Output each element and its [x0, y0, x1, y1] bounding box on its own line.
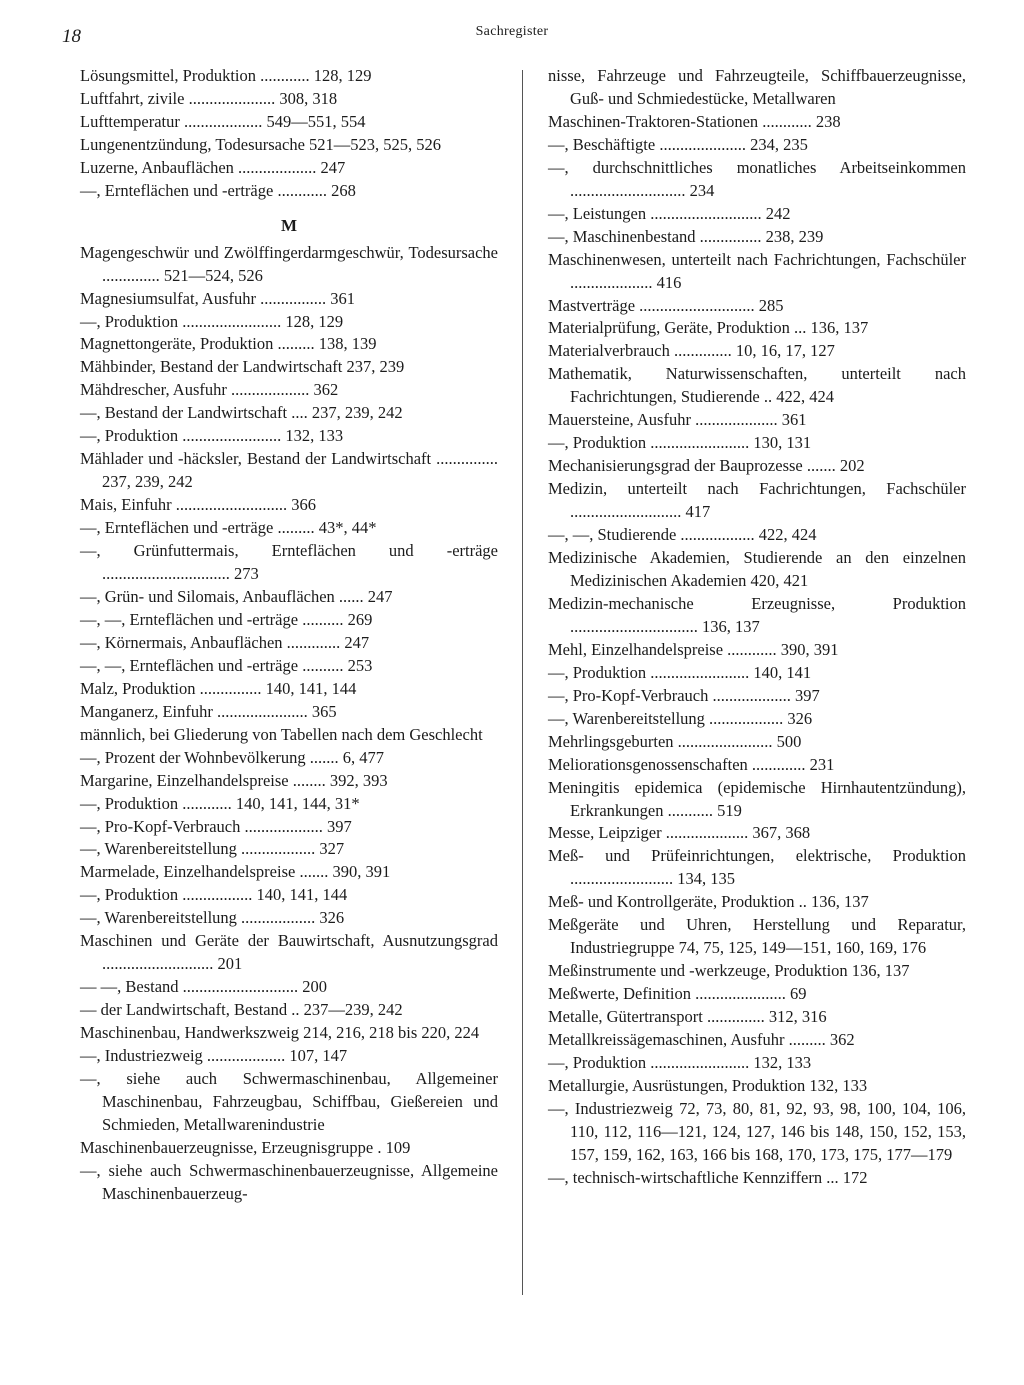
index-entry: Metalle, Gütertransport .............. 312, 316 — [548, 1007, 827, 1027]
index-entry: —, —, Studierende .................. 422, 424 — [548, 525, 817, 545]
index-entry: —, Pro-Kopf-Verbrauch ................... 397 — [80, 816, 352, 836]
index-entry: —, Ernteflächen und -erträge ............ 268 — [80, 180, 356, 200]
index-entry: Metallurgie, Ausrüstungen, Produktion 132, 133 — [548, 1075, 868, 1095]
index-entry: männlich, bei Gliederung von Tabellen nach dem Geschlecht — [80, 724, 483, 744]
running-head: Sachregister — [475, 24, 549, 39]
index-entry: Luzerne, Anbauflächen ................... 247 — [80, 157, 346, 177]
index-entry: Meßwerte, Definition ...................... 69 — [548, 984, 807, 1004]
index-entry: —, Produktion ........................ 132, 133 — [548, 1052, 812, 1072]
index-entry: Mähdrescher, Ausfuhr ................... 362 — [80, 380, 339, 400]
letter-heading: M — [280, 215, 298, 235]
index-entry: —, Industriezweig 72, 73, 80, 81, 92, 93, 98, 100, 104, 106, 110, 112, 116—121, 124, 127, 146 bis 148, 150, 152, 153, 157, 159, 162, 163, 166 bis 168, 170, 173, 175, 177—179 — [548, 1098, 966, 1164]
index-entry: Mais, Einfuhr ........................... 366 — [80, 495, 317, 515]
index-entry: Materialverbrauch .............. 10, 16, 17, 127 — [548, 341, 835, 361]
index-entry: Mähbinder, Bestand der Landwirtschaft 237, 239 — [80, 357, 405, 377]
index-entry: —, Maschinenbestand ............... 238, 239 — [548, 226, 824, 246]
index-entry: Mählader und -häcksler, Bestand der Landwirtschaft ............... 237, 239, 242 — [80, 449, 498, 492]
index-entry: —, durchschnittliches monatliches Arbeitseinkommen ............................ 234 — [548, 157, 966, 200]
index-entry: Mathematik, Naturwissenschaften, unterteilt nach Fachrichtungen, Studierende .. 422, 424 — [548, 364, 966, 407]
index-entry: — —, Bestand ............................ 200 — [80, 977, 328, 997]
index-entry: Lösungsmittel, Produktion ............ 128, 129 — [80, 66, 372, 85]
index-entry: Magengeschwür und Zwölffingerdarmgeschwür, Todesursache .............. 521—524, 526 — [80, 242, 498, 285]
index-entry: Mastverträge ............................ 285 — [548, 295, 784, 315]
index-entry: Meningitis epidemica (epidemische Hirnhautentzündung), Erkrankungen ........... 519 — [548, 777, 966, 820]
index-entry: Meliorationsgenossenschaften ............. 231 — [548, 754, 835, 774]
index-entry: —, Industriezweig ................... 107, 147 — [80, 1046, 348, 1066]
index-entry: —, Leistungen ........................... 242 — [548, 203, 791, 223]
page-number: 18 — [62, 26, 81, 47]
index-entry: Mehrlingsgeburten ....................... 500 — [548, 731, 802, 751]
index-entry: —, Pro-Kopf-Verbrauch ................... 397 — [548, 685, 820, 705]
index-column-left — [80, 65, 498, 1206]
index-entry: —, Produktion ........................ 132, 133 — [80, 426, 344, 446]
index-entry: —, Warenbereitstellung .................. 326 — [548, 708, 813, 728]
index-entry: Messe, Leipziger .................... 367, 368 — [548, 823, 811, 843]
index-entry: —, Produktion ........................ 128, 129 — [80, 311, 344, 331]
index-entry: —, Prozent der Wohnbevölkerung ....... 6, 477 — [80, 747, 385, 767]
index-entry: Maschinenbau, Handwerkszweig 214, 216, 218 bis 220, 224 — [80, 1023, 480, 1043]
index-entry: Meß- und Prüfeinrichtungen, elektrische, Produktion ......................... 134, 135 — [548, 846, 966, 889]
index-entry: —, Ernteflächen und -erträge ......... 43*, 44* — [80, 518, 377, 538]
column-divider — [522, 70, 523, 1295]
index-column-right — [548, 65, 966, 1190]
index-entry-continuation: nisse, Fahrzeuge und Fahrzeugteile, Schiffbauerzeugnisse, Guß- und Schmiedestücke, Metallwaren — [548, 66, 966, 108]
index-entry: Medizin-mechanische Erzeugnisse, Produktion ............................... 136, 137 — [548, 593, 966, 636]
index-entry: Maschinen-Traktoren-Stationen ............ 238 — [548, 111, 841, 131]
index-entry: Lufttemperatur ................... 549—551, 554 — [80, 111, 366, 131]
index-entry: Materialprüfung, Geräte, Produktion ... 136, 137 — [548, 318, 869, 338]
index-entry: —, Körnermais, Anbauflächen ............. 247 — [80, 632, 370, 652]
index-entry: —, siehe auch Schwermaschinenbauerzeugnisse, Allgemeine Maschinenbauerzeug- — [80, 1160, 498, 1203]
index-entry: Meß- und Kontrollgeräte, Produktion .. 136, 137 — [548, 892, 869, 912]
index-entry: Meßgeräte und Uhren, Herstellung und Reparatur, Industriegruppe 74, 75, 125, 149—151, 160, 169, 176 — [548, 915, 966, 958]
index-entry: Medizinische Akademien, Studierende an den einzelnen Medizinischen Akademien 420, 421 — [548, 548, 966, 590]
index-entry: Malz, Produktion ............... 140, 141, 144 — [80, 678, 357, 698]
index-entry: —, technisch-wirtschaftliche Kennziffern ... 172 — [548, 1167, 868, 1187]
index-entry: Mauersteine, Ausfuhr .................... 361 — [548, 410, 807, 430]
index-entry: —, Produktion ........................ 140, 141 — [548, 662, 812, 682]
index-entry: —, Beschäftigte ..................... 234, 235 — [548, 134, 808, 154]
index-entry: —, —, Ernteflächen und -erträge .......... 269 — [80, 609, 373, 629]
index-entry: Marmelade, Einzelhandelspreise ....... 390, 391 — [80, 862, 391, 882]
index-entry: —, Produktion ................. 140, 141, 144 — [80, 885, 348, 905]
index-entry: —, siehe auch Schwermaschinenbau, Allgemeiner Maschinenbau, Fahrzeugbau, Schiffbau, Gießereien und Schmieden, Metallwarenindustrie — [80, 1068, 498, 1134]
index-entry: Maschinenbauerzeugnisse, Erzeugnisgruppe . 109 — [80, 1137, 411, 1157]
index-entry: Meßinstrumente und -werkzeuge, Produktion 136, 137 — [548, 961, 910, 981]
index-entry: Mehl, Einzelhandelspreise ............ 390, 391 — [548, 639, 839, 659]
index-entry: Maschinen und Geräte der Bauwirtschaft, Ausnutzungsgrad ........................... 201 — [80, 931, 498, 974]
index-entry: —, Bestand der Landwirtschaft .... 237, 239, 242 — [80, 403, 403, 423]
index-entry: Metallkreissägemaschinen, Ausfuhr ......... 362 — [548, 1030, 855, 1050]
index-entry: Mechanisierungsgrad der Bauprozesse ....... 202 — [548, 456, 865, 476]
index-entry: — der Landwirtschaft, Bestand .. 237—239, 242 — [80, 1000, 403, 1020]
index-entry: —, Produktion ........................ 130, 131 — [548, 433, 812, 453]
index-entry: Luftfahrt, zivile ..................... 308, 318 — [80, 88, 338, 108]
index-entry: Margarine, Einzelhandelspreise ........ 392, 393 — [80, 770, 388, 790]
index-entry: Magnettongeräte, Produktion ......... 138, 139 — [80, 334, 377, 354]
index-entry: Lungenentzündung, Todesursache 521—523, 525, 526 — [80, 134, 442, 154]
index-entry: —, Warenbereitstellung .................. 327 — [80, 839, 345, 859]
index-entry: Medizin, unterteilt nach Fachrichtungen, Fachschüler ........................... 417 — [548, 479, 966, 522]
index-entry: Maschinenwesen, unterteilt nach Fachrichtungen, Fachschüler .................... 416 — [548, 249, 966, 292]
index-entry: —, —, Ernteflächen und -erträge .......... 253 — [80, 655, 373, 675]
index-entry: —, Warenbereitstellung .................. 326 — [80, 908, 345, 928]
index-entry: Magnesiumsulfat, Ausfuhr ................ 361 — [80, 288, 355, 308]
index-entry: —, Grün- und Silomais, Anbauflächen ...... 247 — [80, 586, 393, 606]
index-entry: —, Produktion ............ 140, 141, 144, 31* — [80, 793, 360, 813]
index-entry: —, Grünfuttermais, Ernteflächen und -erträge ............................... 273 — [80, 541, 498, 584]
index-entry: Manganerz, Einfuhr ...................... 365 — [80, 701, 337, 721]
